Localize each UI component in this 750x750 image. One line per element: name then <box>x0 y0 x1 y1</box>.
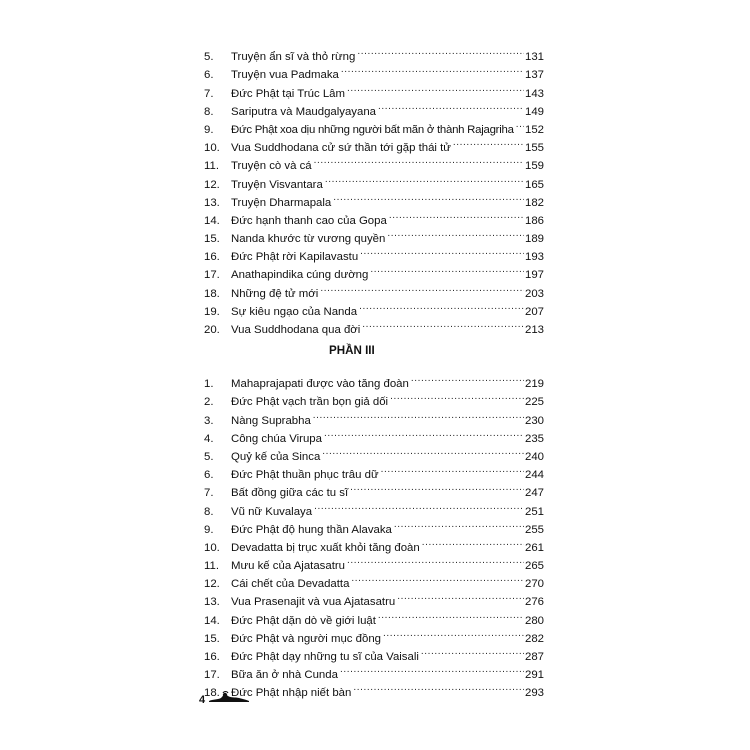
toc-entry-title: Đức Phật thuần phục trâu dữ <box>231 469 379 482</box>
toc-entry-page: 137 <box>524 69 544 82</box>
dot-leader <box>397 587 524 605</box>
toc-entry-number: 1. <box>204 378 214 391</box>
toc-entry-title: Quỷ kế của Sinca <box>231 450 321 463</box>
dot-leader <box>411 369 524 387</box>
section-heading: PHẦN III <box>329 344 375 357</box>
toc-entry-title: Vua Suddhodana qua đời <box>231 324 361 336</box>
toc-entry-title: Anathapindika cúng dường <box>231 269 369 282</box>
toc-entry-page: 230 <box>524 414 544 427</box>
toc-entry-page: 152 <box>524 123 544 136</box>
toc-entry-title: Đức Phật tại Trúc Lâm <box>231 87 345 100</box>
toc-entry-title: Đức Phật nhập niết bàn <box>231 687 352 700</box>
toc-entry-page: 265 <box>524 560 544 573</box>
toc-entry-number: 20. <box>204 324 220 336</box>
toc-entry-number: 5. <box>204 51 214 64</box>
toc-entry-title: Đức Phật độ hung thần Alavaka <box>231 523 392 536</box>
toc-part-3-list <box>204 369 544 700</box>
toc-entry-page: 155 <box>524 142 544 155</box>
toc-entry-page: 186 <box>524 214 544 227</box>
toc-entry-page: 203 <box>524 287 544 300</box>
toc-entry-page: 261 <box>524 541 544 554</box>
toc-entry-page: 131 <box>524 51 544 64</box>
toc-entry-title: Truyện Dharmapala <box>231 196 332 209</box>
dot-leader <box>387 224 524 242</box>
dot-leader <box>314 151 524 169</box>
toc-entry-number: 10. <box>204 541 220 554</box>
toc-entry-number: 11. <box>204 160 219 173</box>
dot-leader <box>350 478 524 496</box>
toc-entry-title: Vua Suddhodana cử sứ thần tới gặp thái tử <box>231 142 451 155</box>
toc-entry-title: Sariputra và Maudgalyayana <box>231 105 377 118</box>
toc-entry-title: Đức Phật rời Kapilavastu <box>231 251 359 264</box>
toc-entry-number: 10. <box>204 142 220 155</box>
toc-entry-number: 18. <box>204 287 220 300</box>
toc-entry-number: 15. <box>204 632 220 645</box>
toc-entry-page: 251 <box>524 505 544 518</box>
toc-entry-title: Vua Prasenajit và vua Ajatasatru <box>231 596 396 609</box>
toc-entry-number: 13. <box>204 196 220 209</box>
toc-entry-number: 7. <box>204 87 214 100</box>
toc-entry-number: 2. <box>204 396 214 409</box>
toc-entry-page: 244 <box>524 469 544 482</box>
dot-leader <box>359 297 524 315</box>
toc-entry-title: Đức Phật dạy những tu sĩ của Vaisali <box>231 651 419 663</box>
toc-entry-page: 143 <box>524 87 544 100</box>
toc-entry-title: Truyện ẩn sĩ và thỏ rừng <box>231 51 356 64</box>
toc-entry-number: 12. <box>204 578 220 591</box>
toc-entry-page: 207 <box>524 305 544 318</box>
toc-entry-page: 165 <box>524 178 544 191</box>
toc-entry-title: Đức Phật xoa dịu những người bất mãn ở thành Rajagriha <box>231 123 514 136</box>
dot-leader <box>357 42 524 60</box>
dot-leader <box>453 133 524 151</box>
dot-leader <box>325 169 524 187</box>
toc-entry-page: 235 <box>524 432 544 445</box>
dot-leader <box>378 605 524 623</box>
toc-entry-title: Truyện cò và cá <box>231 160 312 173</box>
toc-entry-number: 16. <box>204 651 220 663</box>
dot-leader <box>347 551 524 569</box>
toc-entry-number: 4. <box>204 432 214 445</box>
toc-entry-title: Đức hạnh thanh cao của Gopa <box>231 214 387 227</box>
dot-leader <box>347 78 524 96</box>
toc-entry-title: Devadatta bị trục xuất khỏi tăng đoàn <box>231 541 420 554</box>
toc-entry-page: 291 <box>524 669 544 682</box>
toc-entry-title: Đức Phật và người mục đồng <box>231 632 381 645</box>
toc-entry-page: 219 <box>524 378 544 391</box>
toc-entry-number: 5. <box>204 450 214 463</box>
dot-leader <box>421 642 524 660</box>
toc-entry-title: Đức Phật vạch trần bọn giả dối <box>231 396 389 409</box>
toc-entry-page: 149 <box>524 105 544 118</box>
dot-leader <box>320 278 524 296</box>
toc-entry-page: 282 <box>524 632 544 645</box>
toc-entry-page: 276 <box>524 596 544 609</box>
toc-entry-title: Đức Phật dặn dò về giới luật <box>231 614 376 627</box>
dot-leader <box>394 515 524 533</box>
toc-entry-number: 15. <box>204 233 220 246</box>
toc-entry-title: Sự kiêu ngạo của Nanda <box>231 305 358 318</box>
toc-entry-page: 159 <box>524 160 544 173</box>
toc-entry-page: 247 <box>524 487 544 500</box>
table-of-contents <box>204 42 544 700</box>
toc-entry-number: 9. <box>204 123 214 136</box>
toc-entry-number: 6. <box>204 69 214 82</box>
dot-leader <box>324 424 524 442</box>
dot-leader <box>313 405 524 423</box>
dot-leader <box>381 460 524 478</box>
toc-entry-number: 19. <box>204 305 220 318</box>
toc-entry-page: 293 <box>524 687 544 700</box>
toc-entry-page: 225 <box>524 396 544 409</box>
dot-leader <box>360 242 524 260</box>
toc-entry-title: Bất đồng giữa các tu sĩ <box>231 487 349 500</box>
toc-entry-page: 197 <box>524 269 544 282</box>
toc-entry-page: 240 <box>524 450 544 463</box>
toc-entry-page: 255 <box>524 523 544 536</box>
toc-entry-number: 17. <box>204 669 220 682</box>
toc-entry-number: 9. <box>204 523 214 536</box>
toc-entry-title: Mahaprajapati được vào tăng đoàn <box>231 378 409 391</box>
toc-entry-number: 14. <box>204 214 220 227</box>
toc-entry-title: Vũ nữ Kuvalaya <box>231 505 313 518</box>
dot-leader <box>353 678 524 696</box>
toc-entry-number: 3. <box>204 414 214 427</box>
toc-entry-number: 14. <box>204 614 220 627</box>
dot-leader <box>322 442 524 460</box>
toc-entry-title: Truyện Visvantara <box>231 178 323 191</box>
toc-entry-page: 270 <box>524 578 544 591</box>
dot-leader <box>362 315 524 333</box>
dot-leader <box>341 60 524 78</box>
dot-leader <box>378 97 524 115</box>
dot-leader <box>370 260 524 278</box>
toc-entry-title: Mưu kế của Ajatasatru <box>231 560 345 573</box>
toc-entry-number: 7. <box>204 487 214 500</box>
toc-entry-number: 13. <box>204 596 220 609</box>
toc-entry-title: Nanda khước từ vương quyền <box>231 233 386 246</box>
toc-entry-page: 287 <box>524 651 544 663</box>
toc-entry-number: 17. <box>204 269 220 282</box>
toc-entry-number: 8. <box>204 505 214 518</box>
toc-entry <box>204 369 544 391</box>
page-number: 4 <box>199 693 206 706</box>
toc-entry-number: 16. <box>204 251 220 264</box>
dot-leader <box>389 206 524 224</box>
toc-entry-number: 18. <box>204 687 220 700</box>
toc-entry-title: Cái chết của Devadatta <box>231 578 350 591</box>
toc-entry-title: Những đệ tử mới <box>231 287 319 300</box>
dot-leader <box>314 496 524 514</box>
reclining-buddha-ornament-icon <box>207 690 251 709</box>
page-footer <box>199 690 251 709</box>
toc-entry-title: Truyện vua Padmaka <box>231 69 339 82</box>
toc-entry-number: 6. <box>204 469 214 482</box>
dot-leader <box>516 115 524 133</box>
toc-entry-number: 11. <box>204 560 219 573</box>
dot-leader <box>340 660 524 678</box>
toc-entry-page: 213 <box>524 324 544 336</box>
dot-leader <box>390 387 524 405</box>
dot-leader <box>333 188 524 206</box>
dot-leader <box>383 624 524 642</box>
toc-entry-page: 182 <box>524 196 544 209</box>
toc-entry <box>204 42 544 64</box>
toc-entry-number: 12. <box>204 178 220 191</box>
toc-entry-page: 193 <box>524 251 544 264</box>
toc-entry-page: 280 <box>524 614 544 627</box>
toc-entry-title: Công chúa Virupa <box>231 432 322 445</box>
toc-entry-title: Nàng Suprabha <box>231 414 311 427</box>
toc-entry-number: 8. <box>204 105 214 118</box>
dot-leader <box>422 533 524 551</box>
dot-leader <box>351 569 524 587</box>
toc-entry-page: 189 <box>524 233 544 246</box>
toc-part-2-list <box>204 42 544 336</box>
toc-entry-title: Bữa ăn ở nhà Cunda <box>231 669 338 682</box>
